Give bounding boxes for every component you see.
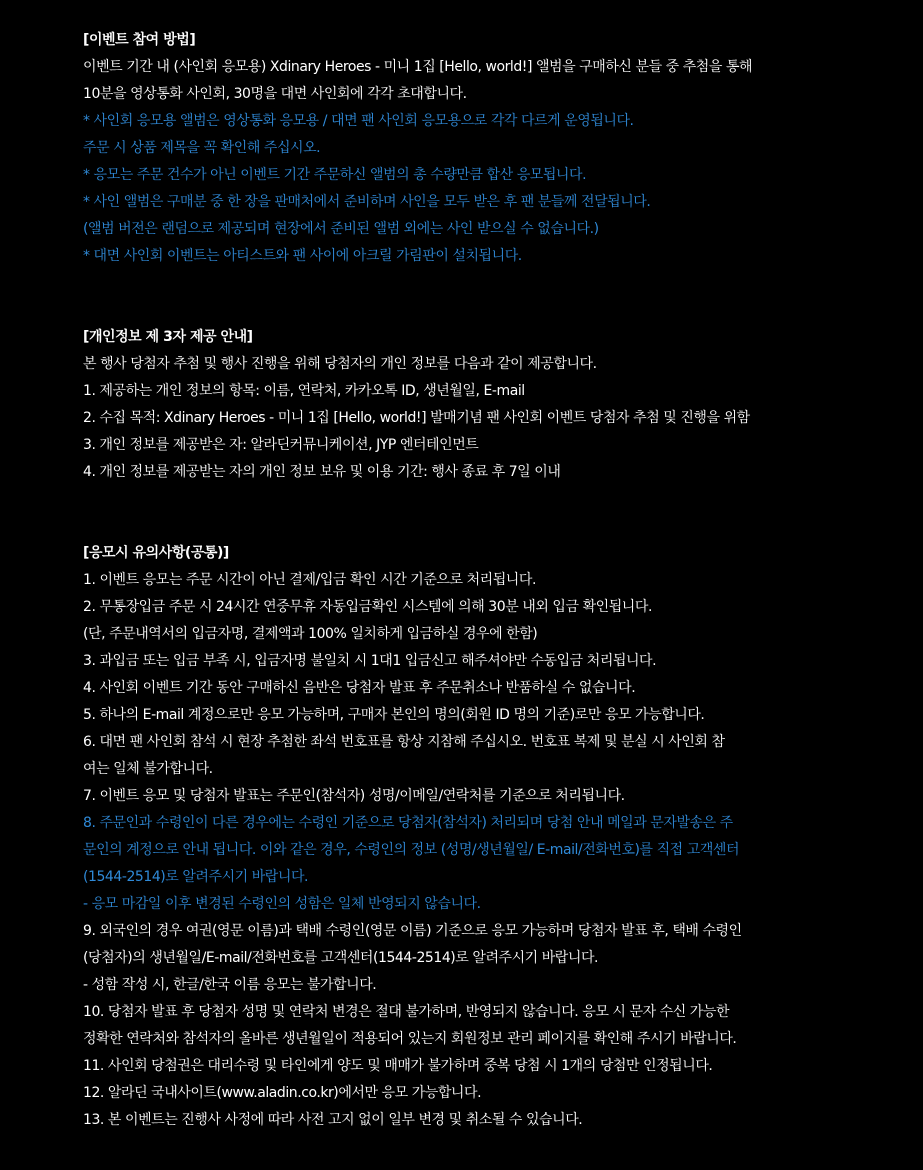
notice-line: 13. 본 이벤트는 진행사 사정에 따라 사전 고지 없이 일부 변경 및 취소될 수 있습니다. bbox=[83, 1112, 583, 1128]
highlight-notice-line: * 사인회 응모용 앨범은 영상통화 응모용 / 대면 팬 사인회 응모용으로 각각 다르게 운영됩니다. bbox=[83, 113, 634, 129]
notice-line: (당첨자)의 생년월일/E-mail/전화번호를 고객센터(1544-2514)로 알려주시기 바랍니다. bbox=[83, 950, 599, 966]
notice-line: 4. 사인회 이벤트 기간 동안 구매하신 음반은 당첨자 발표 후 주문취소나 반품하실 수 없습니다. bbox=[83, 680, 636, 696]
section-heading: [개인정보 제 3자 제공 안내] bbox=[83, 329, 253, 345]
notice-line: 11. 사인회 당첨권은 대리수령 및 타인에게 양도 및 매매가 불가하며 중복 당첨 시 1개의 당첨만 인정됩니다. bbox=[83, 1058, 713, 1074]
privacy-third-party-section bbox=[83, 324, 863, 486]
notice-line: 4. 개인 정보를 제공받는 자의 개인 정보 보유 및 이용 기간: 행사 종료 후 7일 이내 bbox=[83, 464, 561, 480]
notice-line: 정확한 연락처와 참석자의 올바른 생년월일이 적용되어 있는지 회원정보 관리 페이지를 확인해 주시기 바랍니다. bbox=[83, 1031, 737, 1047]
notice-line: - 성함 작성 시, 한글/한국 이름 응모는 불가합니다. bbox=[83, 977, 377, 993]
highlight-notice-line: 문인의 계정으로 안내 됩니다. 이와 같은 경우, 수령인의 정보 (성명/생년월일/ E-mail/전화번호)를 직접 고객센터 bbox=[83, 842, 740, 858]
highlight-notice-line: - 응모 마감일 이후 변경된 수령인의 성함은 일체 반영되지 않습니다. bbox=[83, 896, 481, 912]
notice-line: 10분을 영상통화 사인회, 30명을 대면 사인회에 각각 초대합니다. bbox=[83, 86, 467, 102]
notice-line: 6. 대면 팬 사인회 참석 시 현장 추첨한 좌석 번호표를 항상 지참해 주십시오. 번호표 복제 및 분실 시 사인회 참 bbox=[83, 734, 725, 750]
notice-line: 5. 하나의 E-mail 계정으로만 응모 가능하며, 구매자 본인의 명의(회원 ID 명의 기준)로만 응모 가능합니다. bbox=[83, 707, 705, 723]
notice-line: 12. 알라딘 국내사이트(www.aladin.co.kr)에서만 응모 가능합니다. bbox=[83, 1085, 482, 1101]
notice-line: 3. 과입금 또는 입금 부족 시, 입금자명 불일치 시 1대1 입금신고 해주셔야만 수동입금 처리됩니다. bbox=[83, 653, 657, 669]
highlight-notice-line: 주문 시 상품 제목을 꼭 확인해 주십시오. bbox=[83, 140, 321, 156]
notice-line: 본 행사 당첨자 추첨 및 행사 진행을 위해 당첨자의 개인 정보를 다음과 같이 제공합니다. bbox=[83, 356, 597, 372]
event-participation-section bbox=[83, 27, 863, 270]
notice-line: 2. 무통장입금 주문 시 24시간 연중무휴 자동입금확인 시스템에 의해 30분 내외 입금 확인됩니다. bbox=[83, 599, 652, 615]
notice-line: 여는 일체 불가합니다. bbox=[83, 761, 213, 777]
section-spacer bbox=[83, 270, 863, 324]
notice-line: 2. 수집 목적: Xdinary Heroes - 미니 1집 [Hello, world!] 발매기념 팬 사인회 이벤트 당첨자 추첨 및 진행을 위함 bbox=[83, 410, 750, 426]
notice-line: 1. 제공하는 개인 정보의 항목: 이름, 연락처, 카카오톡 ID, 생년월일, E-mail bbox=[83, 383, 525, 399]
section-spacer bbox=[83, 486, 863, 540]
notice-line: 10. 당첨자 발표 후 당첨자 성명 및 연락처 변경은 절대 불가하며, 반영되지 않습니다. 응모 시 문자 수신 가능한 bbox=[83, 1004, 730, 1020]
highlight-notice-line: (앨범 버전은 랜덤으로 제공되며 현장에서 준비된 앨범 외에는 사인 받으실 수 없습니다.) bbox=[83, 221, 599, 237]
section-heading: [이벤트 참여 방법] bbox=[83, 32, 196, 48]
notice-line: (단, 주문내역서의 입금자명, 결제액과 100% 일치하게 입금하실 경우에 한함) bbox=[83, 626, 538, 642]
notice-line: 9. 외국인의 경우 여권(영문 이름)과 택배 수령인(영문 이름) 기준으로 응모 가능하며 당첨자 발표 후, 택배 수령인 bbox=[83, 923, 742, 939]
entry-precautions-section bbox=[83, 540, 863, 1134]
section-heading: [응모시 유의사항(공통)] bbox=[83, 545, 229, 561]
notice-line: 3. 개인 정보를 제공받은 자: 알라딘커뮤니케이션, JYP 엔터테인먼트 bbox=[83, 437, 479, 453]
highlight-notice-line: * 응모는 주문 건수가 아닌 이벤트 기간 주문하신 앨범의 총 수량만큼 합산 응모됩니다. bbox=[83, 167, 587, 183]
notice-line: 이벤트 기간 내 (사인회 응모용) Xdinary Heroes - 미니 1집 [Hello, world!] 앨범을 구매하신 분들 중 추첨을 통해 bbox=[83, 59, 753, 75]
highlight-notice-line: * 대면 사인회 이벤트는 아티스트와 팬 사이에 아크릴 가림판이 설치됩니다. bbox=[83, 248, 522, 264]
highlight-notice-line: 8. 주문인과 수령인이 다른 경우에는 수령인 기준으로 당첨자(참석자) 처리되며 당첨 안내 메일과 문자발송은 주 bbox=[83, 815, 733, 831]
highlight-notice-line: * 사인 앨범은 구매분 중 한 장을 판매처에서 준비하며 사인을 모두 받은 후 팬 분들께 전달됩니다. bbox=[83, 194, 651, 210]
highlight-notice-line: (1544-2514)로 알려주시기 바랍니다. bbox=[83, 869, 309, 885]
notice-line: 1. 이벤트 응모는 주문 시간이 아닌 결제/입금 확인 시간 기준으로 처리됩니다. bbox=[83, 572, 536, 588]
notice-line: 7. 이벤트 응모 및 당첨자 발표는 주문인(참석자) 성명/이메일/연락처를 기준으로 처리됩니다. bbox=[83, 788, 625, 804]
